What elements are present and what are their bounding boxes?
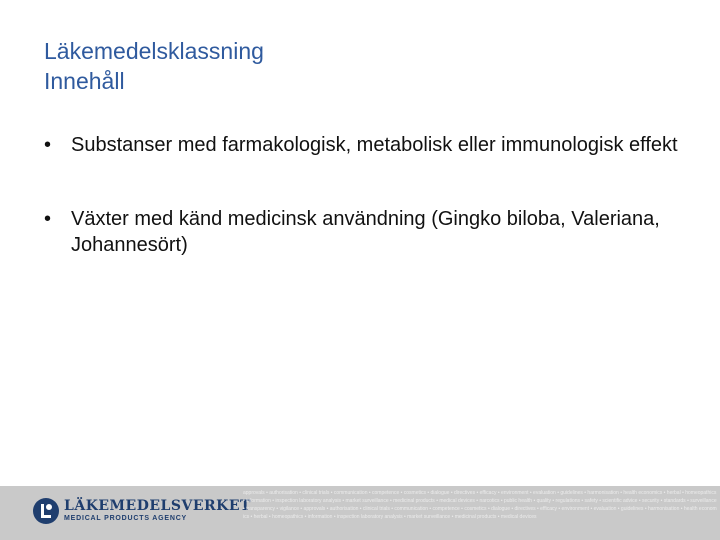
footer-band	[0, 486, 720, 540]
bullet-list	[44, 132, 684, 306]
bullet-item	[44, 206, 684, 258]
agency-emblem-icon	[32, 497, 60, 525]
title-line-1: Läkemedelsklassning	[44, 38, 264, 64]
bullet-marker: •	[44, 208, 52, 230]
bullet-item	[44, 132, 684, 158]
footer-keyword-pattern: approvals • authorisation • clinical trials • communication • competence • cosmetics • dialogue • directives • efficacy • environment • evaluation • guidelines • harmonisation • health economics • herbal • homeopathics • information • inspection laboratory analysis • market surveillance • medicinal products • medical devices • narcotics • public health • quality • regulations • safety • scientific advice • security • standards • surveillance • transparency • vigilance • approvals • authorisation • clinical trials • communication • competence • cosmetics • dialogue • directives • efficacy • environment • evaluation • guidelines • harmonisation • health economics • herbal • homeopathics • information • inspection laboratory analysis • market surveillance • medicinal products • medical devices	[243, 490, 717, 520]
slide-title	[44, 36, 264, 96]
bullet-text: Växter med känd medicinsk användning (Gingko biloba, Valeriana, Johannesört)	[71, 208, 660, 256]
bullet-marker: •	[44, 134, 52, 156]
bullet-text: Substanser med farmakologisk, metabolisk eller immunologisk effekt	[71, 134, 678, 156]
title-line-2: Innehåll	[44, 68, 125, 94]
agency-logo	[32, 497, 251, 525]
logo-name: LÄKEMEDELSVERKET	[64, 497, 251, 514]
logo-subtitle: MEDICAL PRODUCTS AGENCY	[64, 514, 188, 522]
